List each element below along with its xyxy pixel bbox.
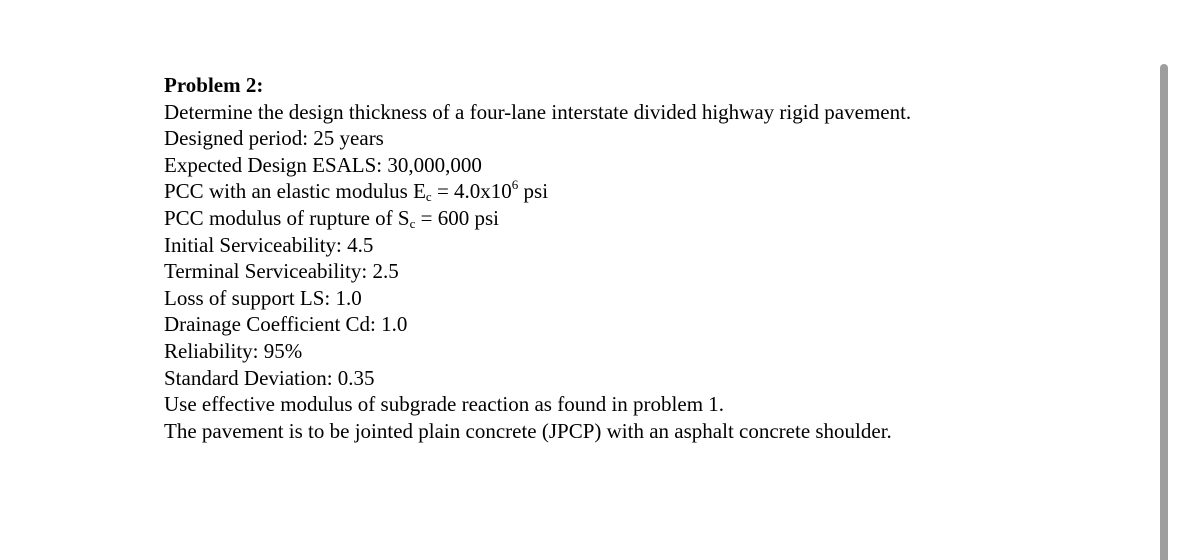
rupture-modulus <box>164 205 1124 232</box>
loss-of-support: Loss of support LS: 1.0 <box>164 285 362 310</box>
subgrade-note: Use effective modulus of subgrade reaction as found in problem 1. <box>164 392 725 417</box>
problem-title: Problem 2: <box>164 73 264 97</box>
rupture-modulus-suffix: = 600 psi <box>415 205 499 230</box>
initial-serviceability: Initial Serviceability: 4.5 <box>164 232 374 257</box>
reliability: Reliability: 95% <box>164 338 303 363</box>
drainage-coefficient: Drainage Coefficient Cd: 1.0 <box>164 312 408 337</box>
problem-intro: Determine the design thickness of a four-lane interstate divided highway rigid pavement. <box>164 99 912 124</box>
pavement-note: The pavement is to be jointed plain concrete (JPCP) with an asphalt concrete shoulder. <box>164 418 892 443</box>
elastic-modulus <box>164 178 1124 205</box>
elastic-modulus-middle: = 4.0x10 <box>431 179 512 204</box>
rupture-modulus-subscript: c <box>409 215 416 231</box>
problem-text-block <box>164 72 1124 444</box>
terminal-serviceability: Terminal Serviceability: 2.5 <box>164 259 399 284</box>
standard-deviation: Standard Deviation: 0.35 <box>164 365 375 390</box>
elastic-modulus-subscript: c <box>425 189 432 205</box>
design-esals: Expected Design ESALS: 30,000,000 <box>164 152 482 177</box>
rupture-modulus-prefix: PCC modulus of rupture of S <box>164 205 410 230</box>
design-period: Designed period: 25 years <box>164 126 384 151</box>
vertical-scrollbar[interactable] <box>1160 64 1168 560</box>
elastic-modulus-prefix: PCC with an elastic modulus E <box>164 179 426 204</box>
elastic-modulus-superscript: 6 <box>511 177 519 193</box>
elastic-modulus-suffix: psi <box>518 179 549 204</box>
